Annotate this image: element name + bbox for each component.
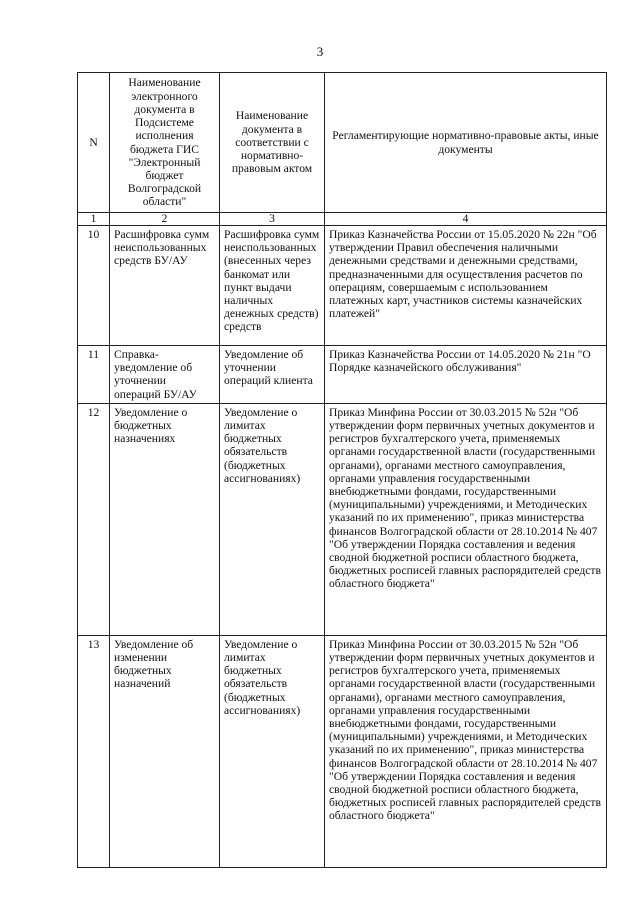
electronic-doc-name: Уведомление о бюджетных назначениях — [110, 403, 220, 635]
electronic-doc-name: Справка-уведомление об уточнении операций БУ/АУ — [110, 346, 220, 404]
column-number: 4 — [325, 213, 607, 226]
row-number: 11 — [78, 346, 110, 404]
regulatory-acts: Приказ Минфина России от 30.03.2015 № 52н "Об утверждении форм первичных учетных документов и регистров бухгалтерского учета, применяемых органами государственной власти (государственными органами), органами местного самоуправления, органами управления государственными внебюджетными фондами, государственными (муниципальными) учреждениями, и Методических указаний по их применению", приказ министерства финансов Волгоградской области от 28.10.2014 № 407 "Об утверждении Порядка составления и ведения сводной бюджетной росписи областного бюджета, бюджетных росписей главных распорядителей средств областного бюджета" — [325, 635, 607, 867]
electronic-doc-name: Уведомление об изменении бюджетных назначений — [110, 635, 220, 867]
table-row — [78, 635, 607, 867]
regulatory-acts: Приказ Казначейства России от 14.05.2020 № 21н "О Порядке казначейского обслуживания" — [325, 346, 607, 404]
regulatory-acts: Приказ Казначейства России от 15.05.2020 № 22н "Об утверждении Правил обеспечения наличными денежными средствами и денежными средствами, предназначенными для осуществления расчетов по операциям, совершаемым с использованием платежных карт, участников системы казначейских платежей" — [325, 226, 607, 346]
document-name: Уведомление о лимитах бюджетных обязательств (бюджетных ассигнованиях) — [220, 403, 325, 635]
header-acts: Регламентирующие нормативно-правовые акты, иные документы — [325, 73, 607, 213]
column-number-row — [78, 213, 607, 226]
header-doc-name: Наименование документа в соответствии с нормативно-правовым актом — [220, 73, 325, 213]
header-electronic-doc: Наименование электронного документа в Подсистеме исполнения бюджета ГИС "Электронный бюджет Волгоградской области" — [110, 73, 220, 213]
row-number: 12 — [78, 403, 110, 635]
table-header-row — [78, 73, 607, 213]
document-name: Уведомление о лимитах бюджетных обязательств (бюджетных ассигнованиях) — [220, 635, 325, 867]
column-number: 3 — [220, 213, 325, 226]
header-n: N — [78, 73, 110, 213]
table-row — [78, 346, 607, 404]
column-number: 1 — [78, 213, 110, 226]
page-number: 3 — [316, 44, 324, 59]
row-number: 13 — [78, 635, 110, 867]
column-number: 2 — [110, 213, 220, 226]
documents-table — [77, 72, 607, 868]
table-row — [78, 403, 607, 635]
row-number: 10 — [78, 226, 110, 346]
document-name: Расшифровка сумм неиспользованных (внесенных через банкомат или пункт выдачи наличных денежных средств) средств — [220, 226, 325, 346]
electronic-doc-name: Расшифровка сумм неиспользованных средств БУ/АУ — [110, 226, 220, 346]
document-name: Уведомление об уточнении операций клиента — [220, 346, 325, 404]
table-row — [78, 226, 607, 346]
regulatory-acts: Приказ Минфина России от 30.03.2015 № 52н "Об утверждении форм первичных учетных документов и регистров бухгалтерского учета, применяемых органами государственной власти (государственными органами), органами местного самоуправления, органами управления государственными внебюджетными фондами, государственными (муниципальными) учреждениями, и Методических указаний по их применению", приказ министерства финансов Волгоградской области от 28.10.2014 № 407 "Об утверждении Порядка составления и ведения сводной бюджетной росписи областного бюджета, бюджетных росписей главных распорядителей средств областного бюджета" — [325, 403, 607, 635]
